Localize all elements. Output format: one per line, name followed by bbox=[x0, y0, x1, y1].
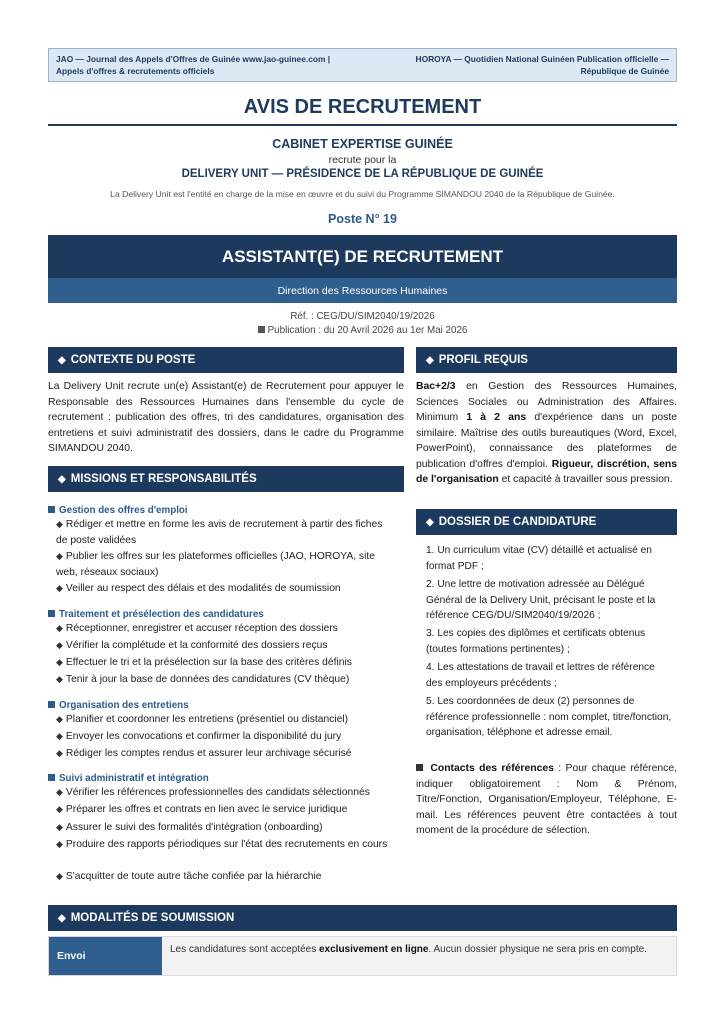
mission-item: ◆ Rédiger et mettre en forme les avis de recrutement à partir des fiches de poste validées bbox=[56, 519, 383, 546]
section-header-context bbox=[48, 347, 404, 373]
mission-item: ◆ S'acquitter de toute autre tâche confiée par la hiérarchie bbox=[56, 871, 322, 882]
diamond-icon: ◆ bbox=[56, 804, 63, 814]
client-name: DELIVERY UNIT — PRÉSIDENCE DE LA RÉPUBLIQUE DE GUINÉE bbox=[181, 168, 544, 180]
dossier-item: 2. Une lettre de motivation adressée au Délégué Général de la Delivery Unit, précisant le poste et la référence CEG/DU/SIM2040/19/2026 ; bbox=[426, 579, 656, 621]
publication-header bbox=[48, 48, 677, 82]
dossier-item: 4. Les attestations de travail et lettres de référence des employeurs précédents ; bbox=[426, 662, 655, 689]
square-icon bbox=[258, 326, 265, 333]
mission-item: ◆ Envoyer les convocations et confirmer la disponibilité du jury bbox=[56, 731, 342, 742]
section-header-dossier bbox=[416, 509, 677, 535]
recruits-for-text: recrute pour la bbox=[328, 154, 397, 166]
header-left bbox=[56, 53, 330, 77]
title-divider bbox=[48, 124, 677, 126]
header-left-line1: JAO — Journal des Appels d'Offres de Guinée www.jao-guinee.com | bbox=[56, 54, 331, 64]
square-icon bbox=[48, 774, 55, 781]
header-right bbox=[416, 53, 669, 77]
dossier-item: 5. Les coordonnées de deux (2) personnes de référence professionnelle : nom complet, titre/fonction, organisation, téléphone et adresse email. bbox=[426, 696, 672, 738]
mission-item: ◆ Tenir à jour la base de données des candidatures (CV thèque) bbox=[56, 674, 350, 685]
mission-item: ◆ Vérifier les références professionnelles des candidats sélectionnés bbox=[56, 787, 370, 798]
publication-value: du 20 Avril 2026 au 1er Mai 2026 bbox=[321, 325, 468, 336]
mission-group-title: Traitement et présélection des candidatures bbox=[48, 609, 264, 620]
square-icon bbox=[48, 610, 55, 617]
profile-text: Bac+2/3 en Gestion des Ressources Humaines, Sciences Sociales ou Administration des Affaires. Minimum 1 à 2 ans d'expérience dans un poste similaire. Maîtrise des outils bureautiques (Word, Excel, PowerPoint), connaissance des plateformes de publication d'offres d'emploi. Rigueur, discrétion, sens de l'organisation et capacité à travailler sous pression. bbox=[416, 381, 678, 485]
diamond-icon: ◆ bbox=[56, 871, 63, 881]
mission-item: ◆ Planifier et coordonner les entretiens (présentiel ou distanciel) bbox=[56, 714, 349, 725]
client-description: La Delivery Unit est l'entité en charge de la mise en œuvre et du suivi du Programme SIMANDOU 2040 de la République de Guinée. bbox=[110, 189, 615, 199]
section-title: DOSSIER DE CANDIDATURE bbox=[438, 516, 597, 528]
section-title: CONTEXTE DU POSTE bbox=[70, 354, 196, 366]
section-header-profile bbox=[416, 347, 677, 373]
department-banner bbox=[48, 278, 677, 303]
mission-item: ◆ Produire des rapports périodiques sur l'état des recrutements en cours bbox=[56, 839, 388, 850]
diamond-icon: ◆ bbox=[56, 623, 63, 633]
mission-item: ◆ Effectuer le tri et la présélection sur la base des critères définis bbox=[56, 657, 352, 668]
diamond-icon: ◆ bbox=[56, 787, 63, 797]
mission-group-title: Suivi administratif et intégration bbox=[48, 773, 209, 784]
mission-item: ◆ Vérifier la complétude et la conformité des dossiers reçus bbox=[56, 640, 328, 651]
section-header-submission bbox=[48, 905, 677, 931]
section-title: MODALITÉS DE SOUMISSION bbox=[70, 912, 235, 924]
section-header-missions bbox=[48, 466, 404, 492]
job-title-banner bbox=[48, 235, 677, 278]
diamond-icon: ◆ bbox=[58, 473, 66, 485]
header-right-line2: République de Guinée bbox=[580, 66, 669, 76]
job-title: ASSISTANT(E) DE RECRUTEMENT bbox=[221, 246, 504, 266]
diamond-icon: ◆ bbox=[58, 912, 66, 924]
publication-label: Publication : bbox=[267, 325, 322, 336]
square-icon bbox=[48, 701, 55, 708]
reference: Réf. : CEG/DU/SIM2040/19/2026 bbox=[290, 311, 435, 322]
diamond-icon: ◆ bbox=[56, 731, 63, 741]
header-left-line2: Appels d'offres & recrutements officiels bbox=[56, 66, 215, 76]
diamond-icon: ◆ bbox=[56, 748, 63, 758]
dossier-item: 3. Les copies des diplômes et certificats obtenus (toutes formations pertinentes) ; bbox=[426, 628, 646, 655]
diamond-icon: ◆ bbox=[56, 583, 63, 593]
mission-item: ◆ Rédiger les comptes rendus et assurer leur archivage sécurisé bbox=[56, 748, 352, 759]
diamond-icon: ◆ bbox=[56, 519, 63, 529]
diamond-icon: ◆ bbox=[56, 657, 63, 667]
mission-item: ◆ Préparer les offres et contrats en lien avec le service juridique bbox=[56, 804, 348, 815]
diamond-icon: ◆ bbox=[426, 354, 434, 366]
mission-item: ◆ Réceptionner, enregistrer et accuser réception des dossiers bbox=[56, 623, 338, 634]
dossier-item: 1. Un curriculum vitae (CV) détaillé et actualisé en format PDF ; bbox=[426, 545, 652, 572]
diamond-icon: ◆ bbox=[56, 839, 63, 849]
page-title: AVIS DE RECRUTEMENT bbox=[243, 96, 482, 118]
square-icon bbox=[48, 506, 55, 513]
diamond-icon: ◆ bbox=[56, 714, 63, 724]
section-title: PROFIL REQUIS bbox=[438, 354, 528, 366]
publication-dates bbox=[48, 325, 677, 336]
references-contacts: Contacts des références : Pour chaque référence, indiquer obligatoirement : Nom & Prénom, Titre/Fonction, Organisation/Employeur, Téléphone, E-mail. Les références peuvent être contactées à tout moment de la procédure de sélection. bbox=[416, 763, 678, 836]
submission-value: Les candidatures sont acceptées exclusivement en ligne. Aucun dossier physique ne sera pris en compte. bbox=[162, 937, 676, 975]
submission-key: Envoi bbox=[49, 937, 162, 975]
department: Direction des Ressources Humaines bbox=[277, 284, 448, 297]
diamond-icon: ◆ bbox=[58, 354, 66, 366]
diamond-icon: ◆ bbox=[56, 674, 63, 684]
post-number: Poste N° 19 bbox=[328, 212, 397, 226]
square-icon bbox=[416, 764, 423, 771]
diamond-icon: ◆ bbox=[56, 551, 63, 561]
diamond-icon: ◆ bbox=[426, 516, 434, 528]
diamond-icon: ◆ bbox=[56, 640, 63, 650]
submission-table-row bbox=[48, 936, 677, 976]
section-title: MISSIONS ET RESPONSABILITÉS bbox=[70, 473, 257, 485]
header-right-line1: HOROYA — Quotidien National Guinéen Publication officielle — bbox=[415, 54, 669, 64]
mission-item: ◆ Veiller au respect des délais et des modalités de soumission bbox=[56, 583, 341, 594]
organization-name: CABINET EXPERTISE GUINÉE bbox=[272, 137, 453, 151]
mission-item: ◆ Assurer le suivi des formalités d'intégration (onboarding) bbox=[56, 822, 323, 833]
mission-group-title: Organisation des entretiens bbox=[48, 700, 189, 711]
mission-group-title: Gestion des offres d'emploi bbox=[48, 505, 188, 516]
context-text: La Delivery Unit recrute un(e) Assistant(e) de Recrutement pour appuyer le Responsable des Ressources Humaines dans l'ensemble du cycle de recrutement : publication des offres, tri des candidatures, organisation des entretiens et suivi administratif des dossiers, dans le cadre du Programme SIMANDOU 2040. bbox=[48, 381, 404, 454]
mission-item: ◆ Publier les offres sur les plateformes officielles (JAO, HOROYA, site web, réseaux sociaux) bbox=[56, 551, 375, 578]
diamond-icon: ◆ bbox=[56, 822, 63, 832]
